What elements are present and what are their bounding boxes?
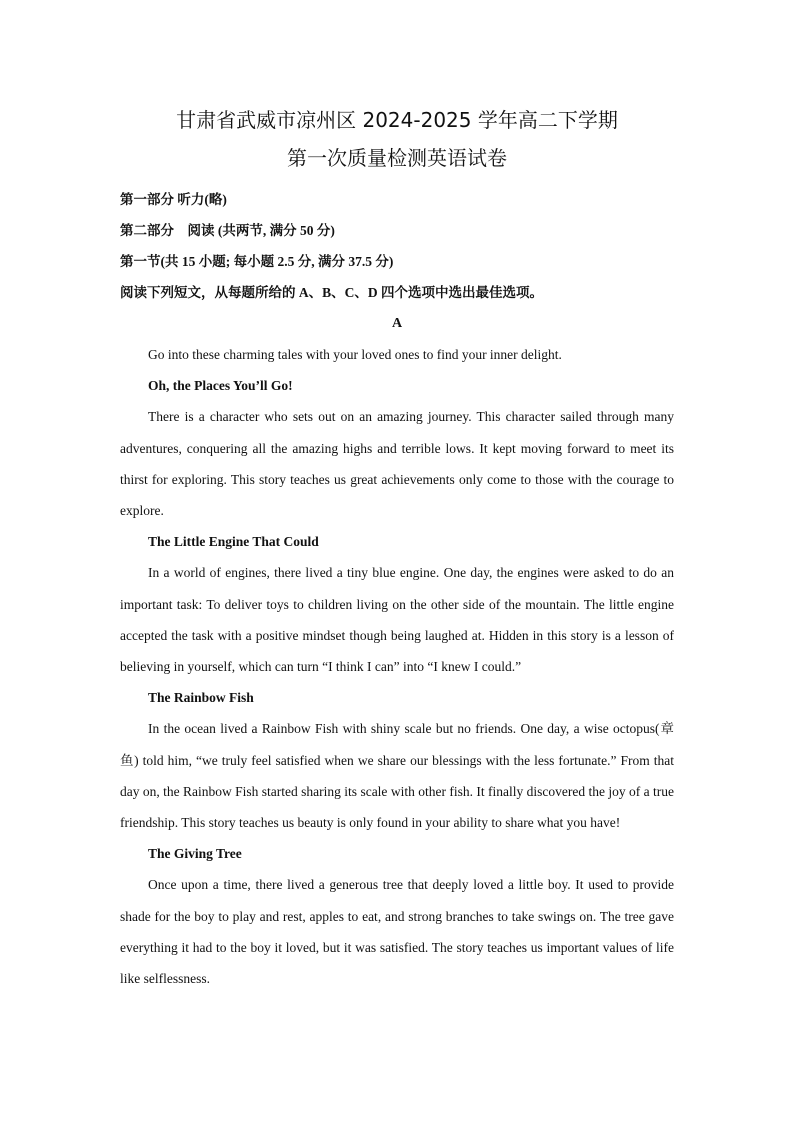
part2-heading: 第二部分 阅读 (共两节, 满分 50 分) bbox=[120, 223, 335, 238]
exam-page bbox=[120, 100, 674, 994]
exam-title-line1: 甘肃省武威市凉州区 2024-2025 学年高二下学期 bbox=[176, 108, 618, 132]
passage-letter: A bbox=[391, 316, 403, 331]
passage-intro: Go into these charming tales with your loved ones to find your inner delight. bbox=[148, 347, 562, 362]
story-text: Once upon a time, there lived a generous tree that deeply loved a little boy. It used to provide shade for the boy to play and rest, apples to eat, and strong branches to take swings on. The tree gave everything it had to the boy it loved, but it was satisfied. The story teaches us important values of life like selflessness. bbox=[120, 877, 674, 987]
reading-instruction: 阅读下列短文，从每题所给的 A、B、C、D 四个选项中选出最佳选项。 bbox=[120, 285, 544, 300]
story-title: The Giving Tree bbox=[148, 846, 242, 862]
story-title: The Rainbow Fish bbox=[148, 690, 254, 706]
section1-heading: 第一节(共 15 小题; 每小题 2.5 分, 满分 37.5 分) bbox=[120, 254, 394, 269]
story-title: The Little Engine That Could bbox=[148, 534, 319, 550]
story-text: In a world of engines, there lived a tiny blue engine. One day, the engines were asked to do an important task: To deliver toys to children living on the other side of the mountain. The little engine accepted the task with a positive mindset though being laughed at. Hidden in this story is a lesson of believing in yourself, which can turn “I think I can” into “I knew I could.” bbox=[120, 565, 674, 675]
story-text: There is a character who sets out on an amazing journey. This character sailed through many adventures, conquering all the amazing highs and terrible lows. It kept moving forward to meet its thirst for exploring. This story teaches us great achievements only come to those with the courage to explore. bbox=[120, 409, 674, 519]
part1-heading: 第一部分 听力(略) bbox=[120, 192, 227, 207]
story-text: In the ocean lived a Rainbow Fish with shiny scale but no friends. One day, a wise octopus(章鱼) told him, “we truly feel satisfied when we share our blessings with the less fortunate.” From that day on, the Rainbow Fish started sharing its scale with other fish. It finally discovered the joy of a true friendship. This story teaches us beauty is only found in your ability to share what you have! bbox=[120, 721, 674, 831]
story-title: Oh, the Places You’ll Go! bbox=[148, 378, 293, 394]
exam-title-line2: 第一次质量检测英语试卷 bbox=[287, 146, 507, 170]
